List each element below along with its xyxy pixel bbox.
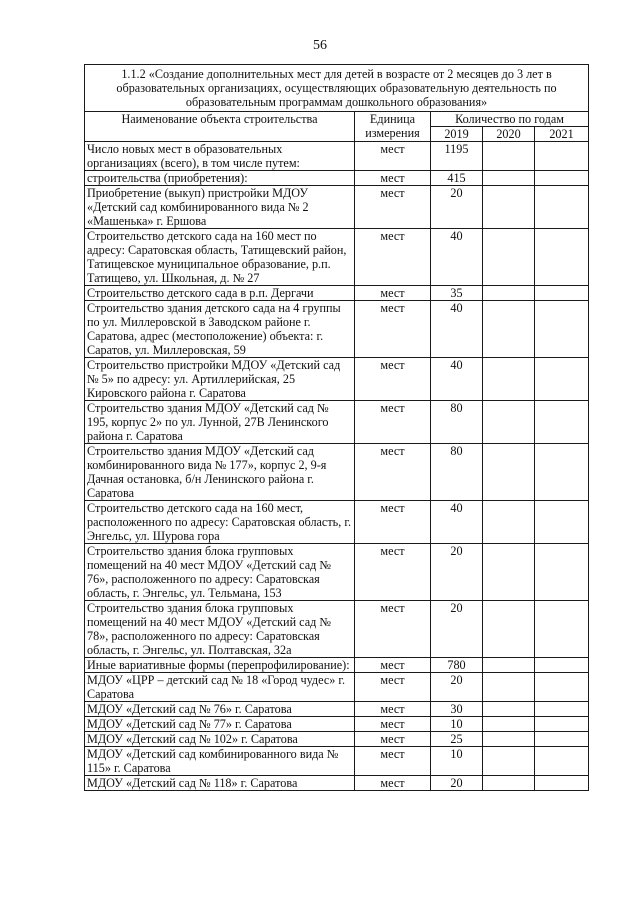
cell-2021 [535,673,589,702]
cell-name: Строительство здания МДОУ «Детский сад № 195, корпус 2» по ул. Лунной, 27В Ленинского района г. Саратова [85,401,355,444]
table-row [85,142,589,171]
cell-2020 [483,186,535,229]
cell-name: Строительство детского сада на 160 мест по адресу: Саратовская область, Татищевский район, Татищевское муниципальное образование, р.п. Татищево, ул. Школьная, д. № 27 [85,229,355,286]
cell-2020 [483,658,535,673]
cell-2020 [483,776,535,791]
cell-2020 [483,601,535,658]
cell-name: Число новых мест в образовательных организациях (всего), в том числе путем: [85,142,355,171]
cell-2021 [535,717,589,732]
cell-2019: 80 [431,401,483,444]
cell-unit: мест [355,229,431,286]
cell-2019: 20 [431,776,483,791]
cell-2020 [483,702,535,717]
table-row [85,444,589,501]
cell-unit: мест [355,501,431,544]
cell-2020 [483,171,535,186]
header-name: Наименование объекта строительства [85,112,355,142]
cell-2020 [483,501,535,544]
cell-2020 [483,732,535,747]
cell-unit: мест [355,658,431,673]
cell-2020 [483,286,535,301]
cell-2019: 40 [431,229,483,286]
header-year-2019: 2019 [431,127,483,142]
table-row [85,747,589,776]
table-row [85,702,589,717]
cell-2021 [535,444,589,501]
cell-unit: мест [355,301,431,358]
section-title-row [85,65,589,112]
cell-name: МДОУ «ЦРР – детский сад № 18 «Город чудес» г. Саратова [85,673,355,702]
cell-2019: 40 [431,301,483,358]
cell-2021 [535,747,589,776]
table-row [85,229,589,286]
cell-unit: мест [355,673,431,702]
page-number: 56 [313,38,327,53]
cell-2020 [483,717,535,732]
cell-2021 [535,186,589,229]
cell-unit: мест [355,747,431,776]
cell-unit: мест [355,776,431,791]
cell-2021 [535,358,589,401]
cell-2019: 415 [431,171,483,186]
table-row [85,358,589,401]
cell-unit: мест [355,732,431,747]
table-row [85,776,589,791]
cell-2020 [483,301,535,358]
cell-2020 [483,229,535,286]
table-row [85,732,589,747]
cell-2020 [483,747,535,776]
cell-name: строительства (приобретения): [85,171,355,186]
table-row [85,401,589,444]
cell-2021 [535,658,589,673]
cell-2021 [535,401,589,444]
header-unit: Единица измерения [355,112,431,142]
cell-2020 [483,142,535,171]
cell-2019: 40 [431,501,483,544]
cell-2019: 10 [431,747,483,776]
cell-2020 [483,673,535,702]
table-row [85,186,589,229]
cell-unit: мест [355,286,431,301]
cell-2019: 20 [431,673,483,702]
header-year-2020: 2020 [483,127,535,142]
table-row [85,286,589,301]
cell-2020 [483,444,535,501]
cell-name: Строительство пристройки МДОУ «Детский сад № 5» по адресу: ул. Артиллерийская, 25 Кировского района г. Саратова [85,358,355,401]
cell-name: МДОУ «Детский сад № 76» г. Саратова [85,702,355,717]
header-row [85,112,589,127]
cell-2021 [535,544,589,601]
cell-name: Строительство здания блока групповых помещений на 40 мест МДОУ «Детский сад № 76», расположенного по адресу: Саратовская область, г. Энгельс, ул. Тельмана, 153 [85,544,355,601]
places-table [84,64,589,791]
cell-unit: мест [355,702,431,717]
cell-2019: 780 [431,658,483,673]
cell-2019: 20 [431,601,483,658]
cell-name: Строительство здания детского сада на 4 группы по ул. Миллеровской в Заводском районе г. Саратова, адрес (местоположение) объекта: г. Саратов, ул. Миллеровская, 59 [85,301,355,358]
table-row [85,601,589,658]
cell-2021 [535,702,589,717]
cell-2019: 20 [431,544,483,601]
cell-unit: мест [355,401,431,444]
table-row [85,717,589,732]
cell-2019: 20 [431,186,483,229]
table-row [85,673,589,702]
table-row [85,544,589,601]
cell-name: МДОУ «Детский сад комбинированного вида № 115» г. Саратова [85,747,355,776]
cell-2019: 25 [431,732,483,747]
cell-2020 [483,358,535,401]
cell-2020 [483,401,535,444]
header-quantity: Количество по годам [431,112,589,127]
cell-name: Строительство детского сада на 160 мест, расположенного по адресу: Саратовская область, г. Энгельс, ул. Шурова гора [85,501,355,544]
cell-2021 [535,732,589,747]
table-row [85,171,589,186]
cell-2019: 30 [431,702,483,717]
cell-2021 [535,776,589,791]
table-row [85,501,589,544]
cell-2021 [535,286,589,301]
cell-2021 [535,601,589,658]
cell-2021 [535,171,589,186]
cell-name: Приобретение (выкуп) пристройки МДОУ «Детский сад комбинированного вида № 2 «Машенька» г. Ершова [85,186,355,229]
cell-name: МДОУ «Детский сад № 118» г. Саратова [85,776,355,791]
cell-name: МДОУ «Детский сад № 77» г. Саратова [85,717,355,732]
cell-name: Строительство детского сада в р.п. Дергачи [85,286,355,301]
cell-2021 [535,229,589,286]
cell-unit: мест [355,186,431,229]
cell-2021 [535,142,589,171]
cell-2019: 40 [431,358,483,401]
header-year-2021: 2021 [535,127,589,142]
cell-unit: мест [355,142,431,171]
cell-2020 [483,544,535,601]
section-title: 1.1.2 «Создание дополнительных мест для детей в возрасте от 2 месяцев до 3 лет в образовательных организациях, осуществляющих образовательную деятельность по образовательным программам дошкольного образования» [85,65,589,112]
cell-name: Строительство здания МДОУ «Детский сад комбинированного вида № 177», корпус 2, 9-я Дачная остановка, б/н Ленинского района г. Саратова [85,444,355,501]
cell-unit: мест [355,444,431,501]
cell-unit: мест [355,601,431,658]
table-row [85,658,589,673]
cell-2019: 80 [431,444,483,501]
cell-name: Иные вариативные формы (перепрофилирование): [85,658,355,673]
cell-2021 [535,301,589,358]
cell-unit: мест [355,358,431,401]
cell-unit: мест [355,544,431,601]
cell-2019: 1195 [431,142,483,171]
cell-name: МДОУ «Детский сад № 102» г. Саратова [85,732,355,747]
table-row [85,301,589,358]
cell-2019: 35 [431,286,483,301]
cell-name: Строительство здания блока групповых помещений на 40 мест МДОУ «Детский сад № 78», расположенного по адресу: Саратовская область, г. Энгельс, ул. Полтавская, 32а [85,601,355,658]
cell-unit: мест [355,171,431,186]
cell-2021 [535,501,589,544]
cell-2019: 10 [431,717,483,732]
cell-unit: мест [355,717,431,732]
